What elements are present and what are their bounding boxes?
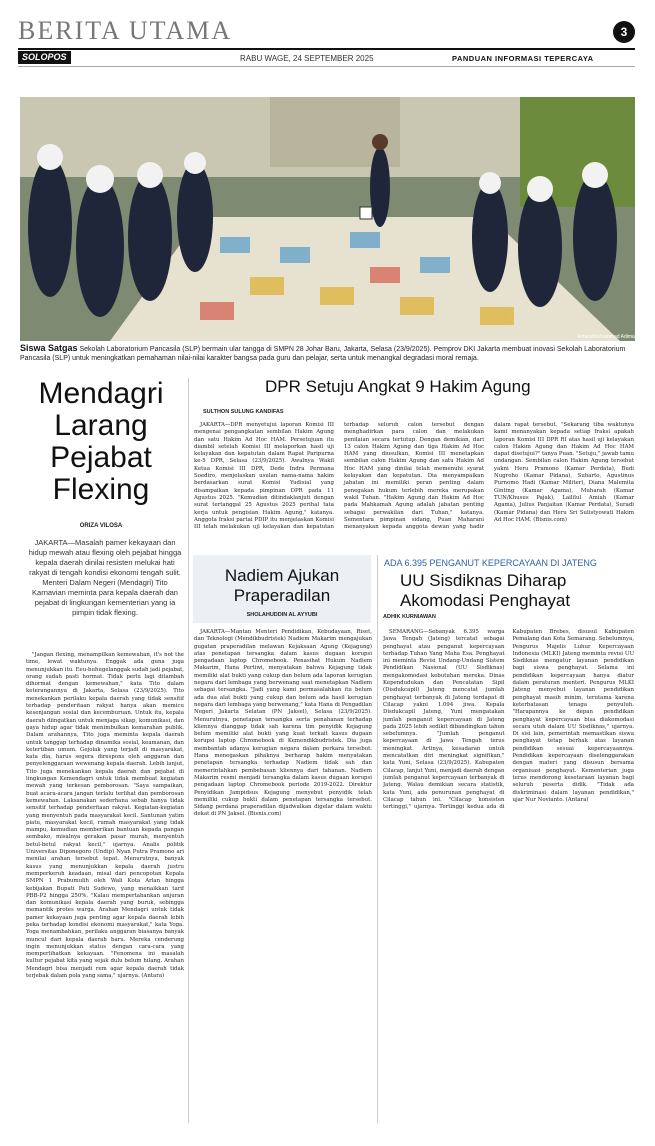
uu-byline: ADHIK KURNIAWAN [383, 614, 436, 620]
dpr-headline: DPR Setuju Angkat 9 Hakim Agung [265, 377, 531, 396]
dpr-body [194, 422, 634, 548]
news-photo [20, 97, 635, 341]
photo-caption [20, 344, 630, 363]
dpr-byline: SULTHON SULUNG KANDIFAS [203, 409, 284, 415]
mendagri-body-text: "Jangan flexing, menampilkan kemewahan, it's not the time, lewat waktunya. Enggak ada guna juga menunjukkan itu. Eeu-buhugelanggak sudah jadi pejabat, orang sudah pasti hormat. Tidak perlu lagi ditambah dihormat dengan kemewahan," kata Tito dalam keterangannya di Jakarta, Selasa (23/9/2025). Tito menekankan perilaku kepala daerah yang tidak sensitif terhadap penderitaan rakyat hanya akan memicu kesenjangan sosial dan kecemburuan. Untuk itu, kepala daerah diingatkan untuk menjaga sikap, komunikasi, dan gaya hidup agar tidak menimbulkan kemarahan publik. Dalam arahannya, Tito juga meminta kepala daerah untuk tanggap terhadap dinamika sosial, keamanan, dan ketertiban umum. Gejolak yang terjadi di masyarakat, kata dia, harus segera direspons oleh anggaran dan penyelenggaraan wewenang kepala daerah. Lebih lanjut, Tito juga menekankan kepala daerah dan pejabat di lingkungan Kemendagri untuk tidak membuat kegiatan mewah yang terkesan pemborosan. "Saya sampaikan, buat acara-acara jangan terlalu terlihat dan pemborosan kemewahan. Laksanakan sederhana sebab hanya tidak sensitif terhadap penderitaan rakyat. Kegiatan-kegiatan yang menyentuh pada masyarakat kecil. Santunan yatim piatu, masyarakat kecil, rumah masyarakat yang tidak mampu, kemudian memberikan bantuan kepada pangan sembako, misalnya gerakan pasar murah, menyentuh betul-betul rakyat kecil," ujarnya. Analis politik Universitas Diponegoro (Undip) Nyan Putra Pramono ari menilai arahan tersebut tepat. Menurutnya, banyak kasus yang menunjukkan kepala daerah justru memperkeruh keadaan, misal dari pencopotan Kepala SMPN 1 Prabumulih oleh Wali Kota Arlan hingga kebijakan Bupati Pati Sudewo, yang menaikkan tarif PBB-P2 hingga 250%. "Kalau mempertahankan anjuran dan komunikasi kepala daerah yang buruk, sebingga memantik protes warga. Arahan Mendagri untuk tidak pamer kekayaan juga penting agar kepala daerah lebih peka terhadap kondisi ekonomi masyarakat," kata Yoga. Yoga menambahkan, perilaku anggaran biasanya banyak muncul dari kepala daerah baru. Mereka cenderung ingin menunjukkan status dengan cara-cara yang memperlihatkan kekayaan. "Fenomena ini masalah kultur pejabat kita yang sejak dulu belum hilang. Arahan Mendagri bisa menjadi rem agar kepala daerah tidak terjebak dalam pola yang sama," ujarnya. (Antara) [26, 652, 184, 980]
newspaper-logo: SOLOPOS [18, 51, 71, 64]
caption-title: Siswa Satgas [20, 343, 78, 353]
header-rule [18, 48, 635, 50]
nadiem-headline: Nadiem Ajukan Praperadilan [224, 566, 340, 605]
nadiem-byline: SHOLAHUDDIN AL AYYUBI [246, 612, 318, 618]
caption-text: Sekolah Laboratorium Pancasila (SLP) bermain ular tangga di SMPN 28 Johar Baru, Jakarta, Selasa (23/9/2025). Pemprov DKI Jakarta membuat inovasi Sekolah Laboratorium Pancasila (SLP) untuk meningkatkan pemahaman nilai-nilai karakter bangsa pada guru dan pelajar, serta untuk menangkal degradasi moral remaja. [20, 346, 626, 362]
uu-kicker: ADA 6.395 PENGANUT KEPERCAYAAN DI JATENG [384, 558, 597, 568]
photo-illustration [20, 97, 635, 341]
tagline: PANDUAN INFORMASI TEPERCAYA [452, 54, 594, 63]
nadiem-body-text: JAKARTA—Mantan Menteri Pendidikan, Kebudayaan, Riset, dan Teknologi (Mendikbudristek) Nadiem Makarim mengajukan gugatan praperadilan melawan Kejaksaan Agung (Kejagung) atas penetapan tersangka dalam kasus dugaan korupsi pengadaan laptop Chromebook. Penasihat Hukum Nadiem Makarim, Hana Pertiwi, menyatakan bahwa Kejagung tidak memiliki alat bukti yang cukup dan belum ada laporan kerugian negara dari lembaga yang berwenang saat menetapkan Nadiem sebagai tersangka. "Jadi yang kami permasalahkan itu belum ada dua alat bukti yang cukup dan belum ada hasil kerugian negara dari lembaga yang berwenang," kata Hana di Pengadilan Negeri Jakarta Selatan (PN Jaksel), Selasa (23/9/2025). Menurutnya, penetapan tersangka serta penahanan terhadap kliennya dianggap tidak sah karena tim penyidik Kejagung belum memiliki alat bukti yang kuat terkait kasus dugaan korupsi laptop Chromebook di Kemendikbudristek. Dia juga membantah adanya kerugian negara dalam perkara tersebut. Hana menegaskan pihaknya berharap hakim menyatakan penetapan tersangka terhadap Nadiem tidak sah dan memerintahkan pembebasan kliennya dari tahanan. Nadiem Makarim resmi menjadi tersangka dalam kasus dugaan korupsi pengadaan laptop Chromebook periode 2019-2022. Direktur Penyidikan Jampidsus Kejagung menyebut penyidik telah memiliki cukup bukti dalam penetapan tersangka tersebut. Sidang perdana praperadilan dijadwalkan digelar dalam waktu dekat di PN Jaksel. (Bisnis.com) [194, 629, 372, 818]
dateline: RABU WAGE, 24 SEPTEMBER 2025 [240, 54, 374, 63]
photo-credit: Antara/Muhammad Adimaja [577, 334, 639, 340]
section-title: BERITA UTAMA [18, 16, 233, 45]
mendagri-lead: JAKARTA—Masalah pamer kekayaan dan hidup mewah atau flexing oleh pejabat hingga kepala daerah dinilai resisten melukai hati rakyat di tengah kondisi ekonomi tengah sulit. Menteri Dalam Negeri (Mendagri) Tito Karnavian meminta para kepala daerah dan pejabat di lingkungan kementerian yang ia pimpin tidak flexing. [28, 538, 182, 617]
uu-body [383, 629, 634, 1125]
column-divider [188, 378, 189, 1123]
mendagri-headline: Mendagri Larang Pejabat Flexing [38, 377, 164, 506]
mendagri-body [26, 652, 184, 1122]
mendagri-byline: ORIZA VILOSA [79, 523, 123, 529]
column-divider [377, 555, 378, 1123]
page-number-badge: 3 [613, 21, 635, 43]
header-subrule [18, 66, 635, 67]
uu-body-text: SEMARANG—Sebanyak 6.395 warga Jawa Tengah (Jateng) tercatat sebagai penghayat atau penganut kepercayaan terhadap Tuhan Yang Maha Esa. Penghayat ini meminta Revisi Undang-Undang Sistem Pendidikan Nasional (UU Sisdiknas) mengakomodasi kebutuhan mereka. Dinas Kependudukan dan Pencatatan Sipil (Disdukcapil) Jateng mencatat jumlah penghayat terbanyak di Jateng terdapat di Cilacap yakni 1.094 jiwa. Kepala Disdukcapil Jateng, Yuni mengatakan jumlah penganut kepercayaan di Jateng pada 2025 lebih sedikit dibandingkan tahun sebelumnya. "Jumlah penganut kepercayaan di Jawa Tengah terus meningkat. Artinya, kesadaran untuk mencatatkan diri meningkat signifikan," kata Yuni, Selasa (23/9/2025). Kabupaten Cilacap, lanjut Yuni, menjadi daerah dengan jumlah penganut kepercayaan terbanyak di Jateng. Walau demikian secara statistik, kata Yuni, ada penurunan penghayat di Cilacap tahun ini. "Cilacap konsisten tertinggi," ujarnya. Tertinggi kedua ada di Kabupaten Brebes, disusul Kabupaten Pemalang dan Kota Semarang. Sebelumnya, Pengurus Majelis Luhur Kepercayaan Indonesia (MLKI) Jateng meminta revisi UU Sisdiknas mengatur layanan pendidikan bagi siswa penghayat. Selama ini pendidikan kepercayaan hanya diatur dalam peraturan menteri. Pengurus MLKI Jateng menyebut layanan pendidikan penghayat masih minim, terutama karena keterbatasan tenaga penyuluh. "Harapannya ke depan pendidikan penghayat kepercayaan bisa diakomodasi secara utuh dalam UU Sisdiknas," ujarnya. Di sisi lain, pemerintah memastikan siswa penghayat tetap berhak atas layanan pendidikan sesuai kepercayaannya. Pendidikan kepercayaan diselenggarakan dengan materi yang disusun bersama organisasi penghayat. Kementerian juga terus mendorong kesetaraan layanan bagi seluruh peserta didik. "Tidak ada diskriminasi dalam layanan pendidikan," ujar Nur Novianto. (Antara) [383, 629, 634, 811]
dpr-body-text: JAKARTA—DPR menyetujui laporan Komisi III mengenai pengangkatan sembilan Hakim Agung dan satu Hakim Ad Hoc HAM. Persetujuan itu diambil setelah Komisi III melaporkan hasil uji kelayakan dan kepatutan dalam Rapat Paripurna ke-5 DPR, Selasa (23/9/2025). Awalnya Wakil Ketua Komisi III DPR, Dede Indra Permana Soediro, menjelaskan usulan nama-nama hakim berdasarkan surat Komisi Yudisial yang disampaikan kepada pimpinan DPR pada 11 Agustus 2025. "Kemudian ditindaklanjuti dengan surat tertanggal 25 Agustus 2025 perihal tata kerja untuk pengisian Hakim Agung," katanya. Anggota fraksi partai PDIP itu menjelaskan Komisi III telah melakukan uji kelayakan dan kepatutan terhadap seluruh calon tersebut dengan menghadirkan para calon dan melakukan penilaian secara tertutup. Dengan demikian, dari 13 calon Hakim Agung dan tiga Hakim Ad Hoc HAM yang diusulkan, Komisi III menetapkan sembilan calon Hakim Agung dan satu Hakim Ad Hoc HAM yang dinilai telah memenuhi syarat kelayakan dan kepatutan. Dia menyampaikan jabatan ini memiliki peran penting dalam penegakan hukum terlebih mereka merupakan wakil Tuhan. "Hakim Agung dan Hakim Ad Hoc pada Mahkamah Agung adalah jabatan penting sebagai perwakilan dari Tuhan," katanya. Sementara pimpinan sidang, Puan Maharani menanyakan kepada anggota dewan yang hadir dalam rapat tersebut. "Sekarang tiba waktunya kami menanyakan kepada setiap fraksi apakah laporan Komisi III DPR RI atas hasil uji kelayakan calon Hakim Agung dan Hakim Ad Hoc HAM dapat disetujui?" tanya Puan. "Setuju," jawab tamu undangan. Sembilan calon Hakim Agung tersebut yakni Heru Pramono (Kamar Perdata), Budi Nugroho (Kamar Pidana), Suharto, Agustinus Purnomo Hadi (Kamar Militer), Diana Malemita Ginting (Kamar Agama), Muharah (Kamar TUN/Khusus Pajak), Laililul Amiah (Kamar Agama), Julius Panjaitan (Kamar Perdata), Suradi (Kamar Pidana) dan Heru Sri Sulistyowati Hakim Ad Hoc HAM. (Bisnis.com) [194, 422, 634, 531]
uu-headline: UU Sisdiknas Diharap Akomodasi Penghayat [400, 571, 571, 610]
nadiem-body [194, 629, 372, 1125]
